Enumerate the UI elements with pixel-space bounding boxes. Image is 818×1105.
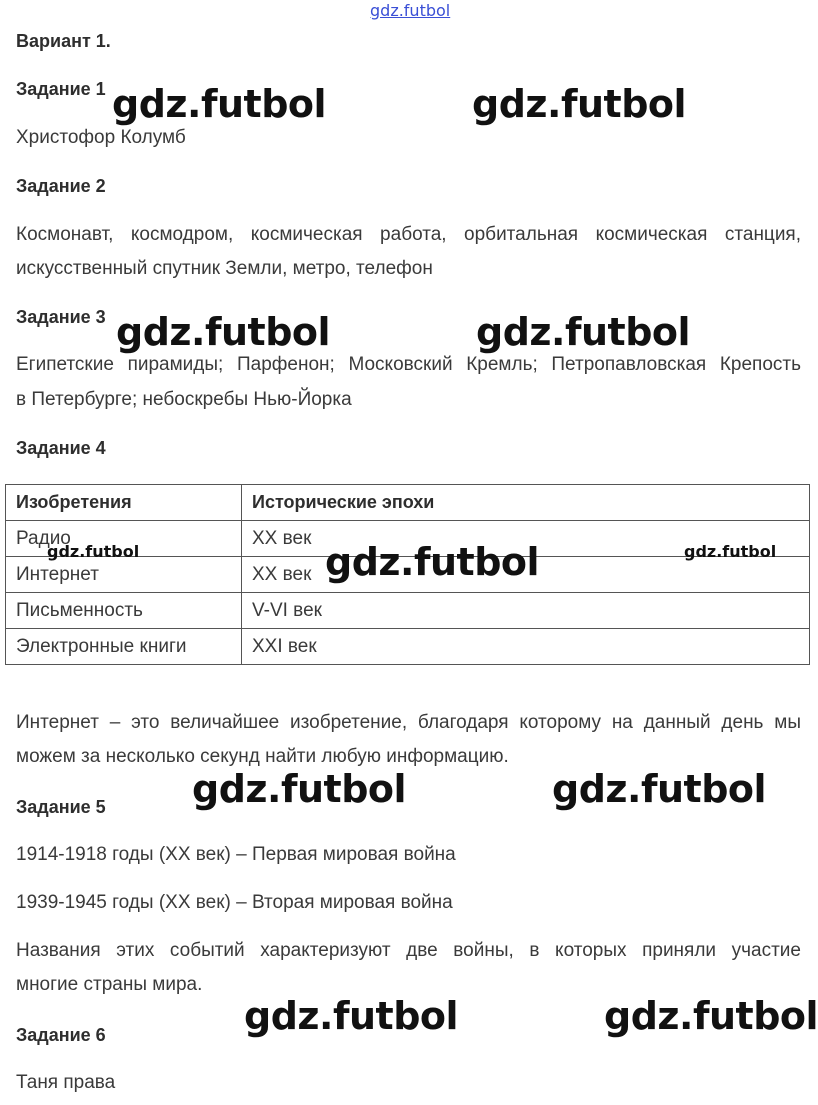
watermark-text: gdz.futbol (552, 767, 767, 811)
top-watermark-link[interactable]: gdz.futbol (370, 1, 451, 20)
table-row (6, 629, 810, 665)
table-cell-invention: Письменность (6, 593, 242, 629)
task-5-fact-2: 1939-1945 годы (XX век) – Вторая мировая война (16, 892, 453, 913)
watermark-text: gdz.futbol (684, 542, 777, 561)
task-3-answer-line-1: Египетские пирамиды; Парфенон; Московский Кремль; Петропавловская Крепость (16, 354, 801, 375)
table-cell-epoch: XX век (242, 557, 810, 593)
watermark-text: gdz.futbol (472, 82, 687, 126)
task-6-title: Задание 6 (16, 1025, 106, 1045)
table-cell-invention: Радио (6, 521, 242, 557)
task-5-title: Задание 5 (16, 797, 106, 817)
table-cell-epoch: XX век (242, 521, 810, 557)
task-4-text-line-1: Интернет – это величайшее изобретение, благодаря которому на данный день мы (16, 712, 801, 733)
watermark-text: gdz.futbol (476, 310, 691, 354)
watermark-text: gdz.futbol (116, 310, 331, 354)
table-header-row (6, 485, 810, 521)
table-cell-invention: Электронные книги (6, 629, 242, 665)
task-3-answer-line-2: в Петербурге; небоскребы Нью-Йорка (16, 389, 352, 410)
task-3-title: Задание 3 (16, 307, 106, 327)
watermark-text: gdz.futbol (192, 767, 407, 811)
task-2-answer-line-1: Космонавт, космодром, космическая работа, орбитальная космическая станция, (16, 224, 801, 245)
table-cell-epoch: V-VI век (242, 593, 810, 629)
watermark-text: gdz.futbol (604, 994, 818, 1038)
task-6-answer: Таня права (16, 1072, 116, 1093)
task-5-text-line-1: Названия этих событий характеризуют две войны, в которых приняли участие (16, 940, 801, 961)
variant-title: Вариант 1. (16, 31, 111, 51)
table-header-epochs: Исторические эпохи (242, 485, 810, 521)
task-4-text-line-2: можем за несколько секунд найти любую информацию. (16, 746, 509, 767)
table-row (6, 593, 810, 629)
watermark-text: gdz.futbol (112, 82, 327, 126)
task-2-title: Задание 2 (16, 176, 106, 196)
table-cell-epoch: XXI век (242, 629, 810, 665)
task-1-answer: Христофор Колумб (16, 127, 186, 148)
table-header-inventions: Изобретения (6, 485, 242, 521)
watermark-text: gdz.futbol (47, 542, 140, 561)
task-5-text-line-2: многие страны мира. (16, 974, 203, 995)
watermark-text: gdz.futbol (325, 540, 540, 584)
watermark-text: gdz.futbol (244, 994, 459, 1038)
task-1-title: Задание 1 (16, 79, 106, 99)
table-cell-invention: Интернет (6, 557, 242, 593)
task-2-answer-line-2: искусственный спутник Земли, метро, телефон (16, 258, 433, 279)
task-4-title: Задание 4 (16, 438, 106, 458)
task-5-fact-1: 1914-1918 годы (XX век) – Первая мировая война (16, 844, 456, 865)
